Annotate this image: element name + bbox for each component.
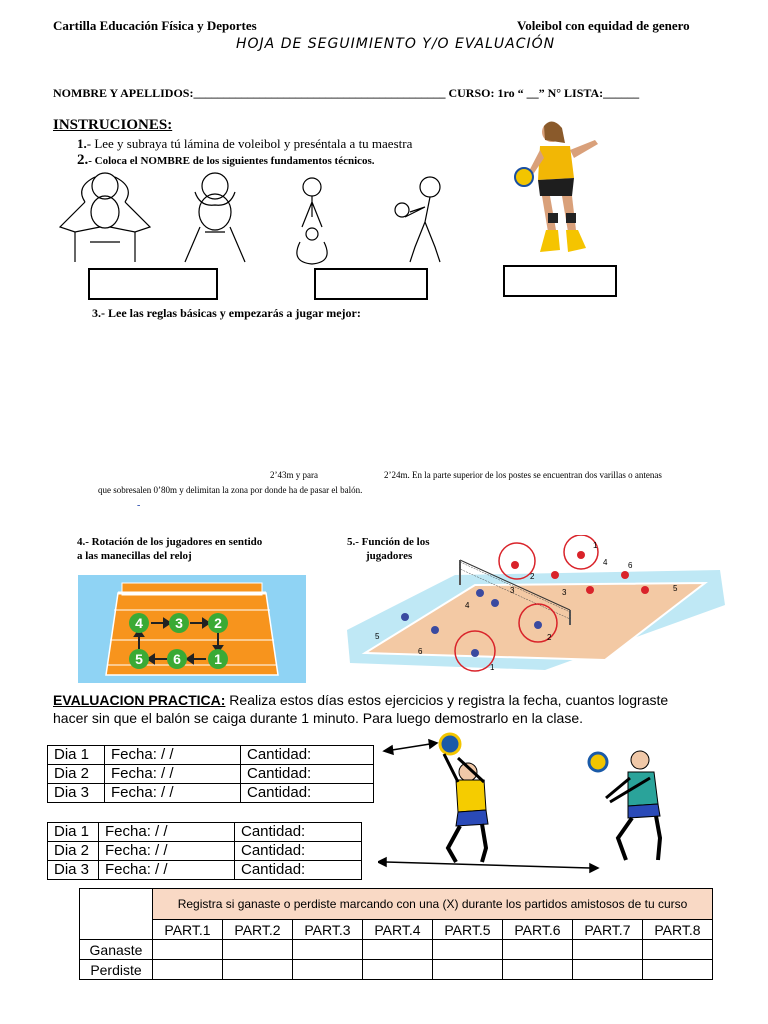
forearm-pass-figure-2	[395, 177, 440, 262]
rule-fragment-c: que sobresalen 0’80m y delimitan la zona por donde ha de pasar el balón.	[98, 485, 363, 495]
results-parts-row	[80, 920, 713, 940]
log2-qty-cell[interactable]: Cantidad:	[235, 842, 362, 861]
court-number-4a: 4	[603, 558, 608, 567]
practice-log-table-2	[47, 822, 362, 880]
header-left: Cartilla Educación Física y Deportes	[53, 18, 257, 33]
results-corner-cell	[80, 889, 153, 940]
court-number-4b: 4	[465, 601, 470, 610]
log1-date-cell[interactable]: Fecha: / /	[105, 784, 241, 803]
rotation-circle-1	[208, 649, 228, 669]
log2-date-cell[interactable]: Fecha: / /	[99, 823, 235, 842]
rotation-circle-3	[169, 613, 189, 633]
log2-day-cell: Dia 3	[48, 861, 99, 880]
answer-box-1[interactable]	[88, 268, 218, 300]
log2-row-1	[48, 823, 362, 842]
log1-qty-cell[interactable]: Cantidad:	[241, 746, 374, 765]
result-cell[interactable]	[292, 940, 362, 960]
part-label-4: PART.4	[362, 920, 432, 940]
log1-row-2	[48, 765, 374, 784]
court-number-3b: 3	[510, 586, 515, 595]
result-cell[interactable]	[153, 940, 223, 960]
rotation-label-6: 6	[173, 651, 181, 667]
instruction-1-number: 1.	[77, 136, 87, 151]
instruction-2-text: - Coloca el NOMBRE de los siguientes fundamentos técnicos.	[88, 155, 375, 167]
instruction-3: 3.- Lee las reglas básicas y empezarás a jugar mejor:	[92, 306, 361, 320]
match-results-table	[79, 888, 713, 980]
results-row-ganaste	[80, 940, 713, 960]
forearm-pass-figure-1	[297, 178, 327, 264]
log2-row-2	[48, 842, 362, 861]
rotation-label-4: 4	[135, 615, 143, 631]
evaluation-heading: EVALUACION PRACTICA:	[53, 692, 226, 708]
result-cell[interactable]	[222, 940, 292, 960]
court-number-2a: 2	[530, 572, 535, 581]
rotation-circle-5	[129, 649, 149, 669]
overhead-pass-figure-1	[60, 173, 150, 262]
passing-illustration	[378, 730, 678, 878]
instruction-1-text: - Lee y subraya tú lámina de voleibol y preséntala a tu maestra	[86, 136, 413, 151]
evaluation-line-1	[53, 692, 668, 708]
result-cell[interactable]	[502, 960, 572, 980]
student-info-line: NOMBRE Y APELLIDOS:__________________________________________ CURSO: 1ro “ __” N° LISTA:______	[53, 86, 640, 100]
court-number-2b: 2	[547, 633, 552, 642]
part-label-7: PART.7	[572, 920, 642, 940]
result-cell[interactable]	[572, 940, 642, 960]
answer-box-2[interactable]	[314, 268, 428, 300]
rotation-label-5: 5	[135, 651, 143, 667]
player-overhead-drawing	[440, 734, 488, 862]
evaluation-text-2: hacer sin que el balón se caiga durante 1 minuto. Para luego demostrarlo en la clase.	[53, 710, 583, 726]
log1-qty-cell[interactable]: Cantidad:	[241, 765, 374, 784]
log2-day-cell: Dia 1	[48, 823, 99, 842]
log1-day-cell: Dia 3	[48, 784, 105, 803]
part-label-8: PART.8	[642, 920, 712, 940]
players-court-diagram	[345, 535, 725, 675]
log1-row-1	[48, 746, 374, 765]
part-label-1: PART.1	[153, 920, 223, 940]
row-label-perdiste: Perdiste	[80, 960, 153, 980]
log2-date-cell[interactable]: Fecha: / /	[99, 861, 235, 880]
overhead-pass-figure-2	[185, 173, 245, 262]
log1-day-cell: Dia 2	[48, 765, 105, 784]
court-number-5b: 5	[375, 632, 380, 641]
player-forearm-drawing	[589, 751, 660, 860]
row-label-ganaste: Ganaste	[80, 940, 153, 960]
result-cell[interactable]	[432, 960, 502, 980]
practice-log-table-1	[47, 745, 374, 803]
court-number-3a: 3	[562, 588, 567, 597]
result-cell[interactable]	[222, 960, 292, 980]
log1-date-cell[interactable]: Fecha: / /	[105, 746, 241, 765]
log2-qty-cell[interactable]: Cantidad:	[235, 861, 362, 880]
log1-row-3	[48, 784, 374, 803]
technique-illustrations	[55, 172, 475, 267]
court-number-6a: 6	[628, 561, 633, 570]
court-number-6b: 6	[418, 647, 423, 656]
part-label-5: PART.5	[432, 920, 502, 940]
log1-qty-cell[interactable]: Cantidad:	[241, 784, 374, 803]
result-cell[interactable]	[362, 940, 432, 960]
court-number-1b: 1	[490, 663, 495, 672]
rotation-circle-2	[208, 613, 228, 633]
section5-title-line2: jugadores	[366, 550, 413, 562]
results-row-perdiste	[80, 960, 713, 980]
log1-date-cell[interactable]: Fecha: / /	[105, 765, 241, 784]
result-cell[interactable]	[362, 960, 432, 980]
rotation-circle-4	[129, 613, 149, 633]
part-label-3: PART.3	[292, 920, 362, 940]
result-cell[interactable]	[292, 960, 362, 980]
rotation-diagram	[78, 575, 306, 683]
evaluation-text-1: Realiza estos días estos ejercicios y registra la fecha, cuantos lograste	[225, 692, 669, 708]
court-number-5a: 5	[673, 584, 678, 593]
volleyball-player-photo	[510, 118, 600, 256]
header-right: Voleibol con equidad de genero	[517, 18, 690, 33]
page-title: HOJA DE SEGUIMIENTO Y/O EVALUACIÓN	[236, 36, 556, 52]
instruction-2-number: 2.	[77, 152, 89, 168]
rotation-label-2: 2	[214, 615, 222, 631]
answer-box-3[interactable]	[503, 265, 617, 297]
rule-fragment-a: 2’43m y para	[270, 470, 318, 480]
section4-title-line1: 4.- Rotación de los jugadores en sentido	[77, 536, 263, 548]
result-cell[interactable]	[642, 940, 712, 960]
rule-dash: -	[137, 500, 141, 511]
section4-title-line2: a las manecillas del reloj	[77, 550, 192, 562]
part-label-6: PART.6	[502, 920, 572, 940]
log2-qty-cell[interactable]: Cantidad:	[235, 823, 362, 842]
instruction-1	[77, 136, 412, 152]
instructions-heading: INSTRUCIONES:	[53, 117, 173, 133]
result-cell[interactable]	[432, 940, 502, 960]
rule-fragment-b: 2’24m. En la parte superior de los postes se encuentran dos varillas o antenas	[384, 470, 662, 480]
log1-day-cell: Dia 1	[48, 746, 105, 765]
results-header: Registra si ganaste o perdiste marcando con una (X) durante los partidos amistosos de tu curso	[153, 889, 713, 920]
section5-title-line1: 5.- Función de los	[347, 536, 430, 548]
rotation-circle-6	[167, 649, 187, 669]
rotation-label-3: 3	[175, 615, 183, 631]
instruction-2	[77, 152, 375, 169]
rotation-label-1: 1	[214, 651, 222, 667]
log2-day-cell: Dia 2	[48, 842, 99, 861]
log2-row-3	[48, 861, 362, 880]
log2-date-cell[interactable]: Fecha: / /	[99, 842, 235, 861]
result-cell[interactable]	[153, 960, 223, 980]
result-cell[interactable]	[642, 960, 712, 980]
result-cell[interactable]	[572, 960, 642, 980]
result-cell[interactable]	[502, 940, 572, 960]
court-number-1a: 1	[593, 541, 598, 550]
part-label-2: PART.2	[222, 920, 292, 940]
